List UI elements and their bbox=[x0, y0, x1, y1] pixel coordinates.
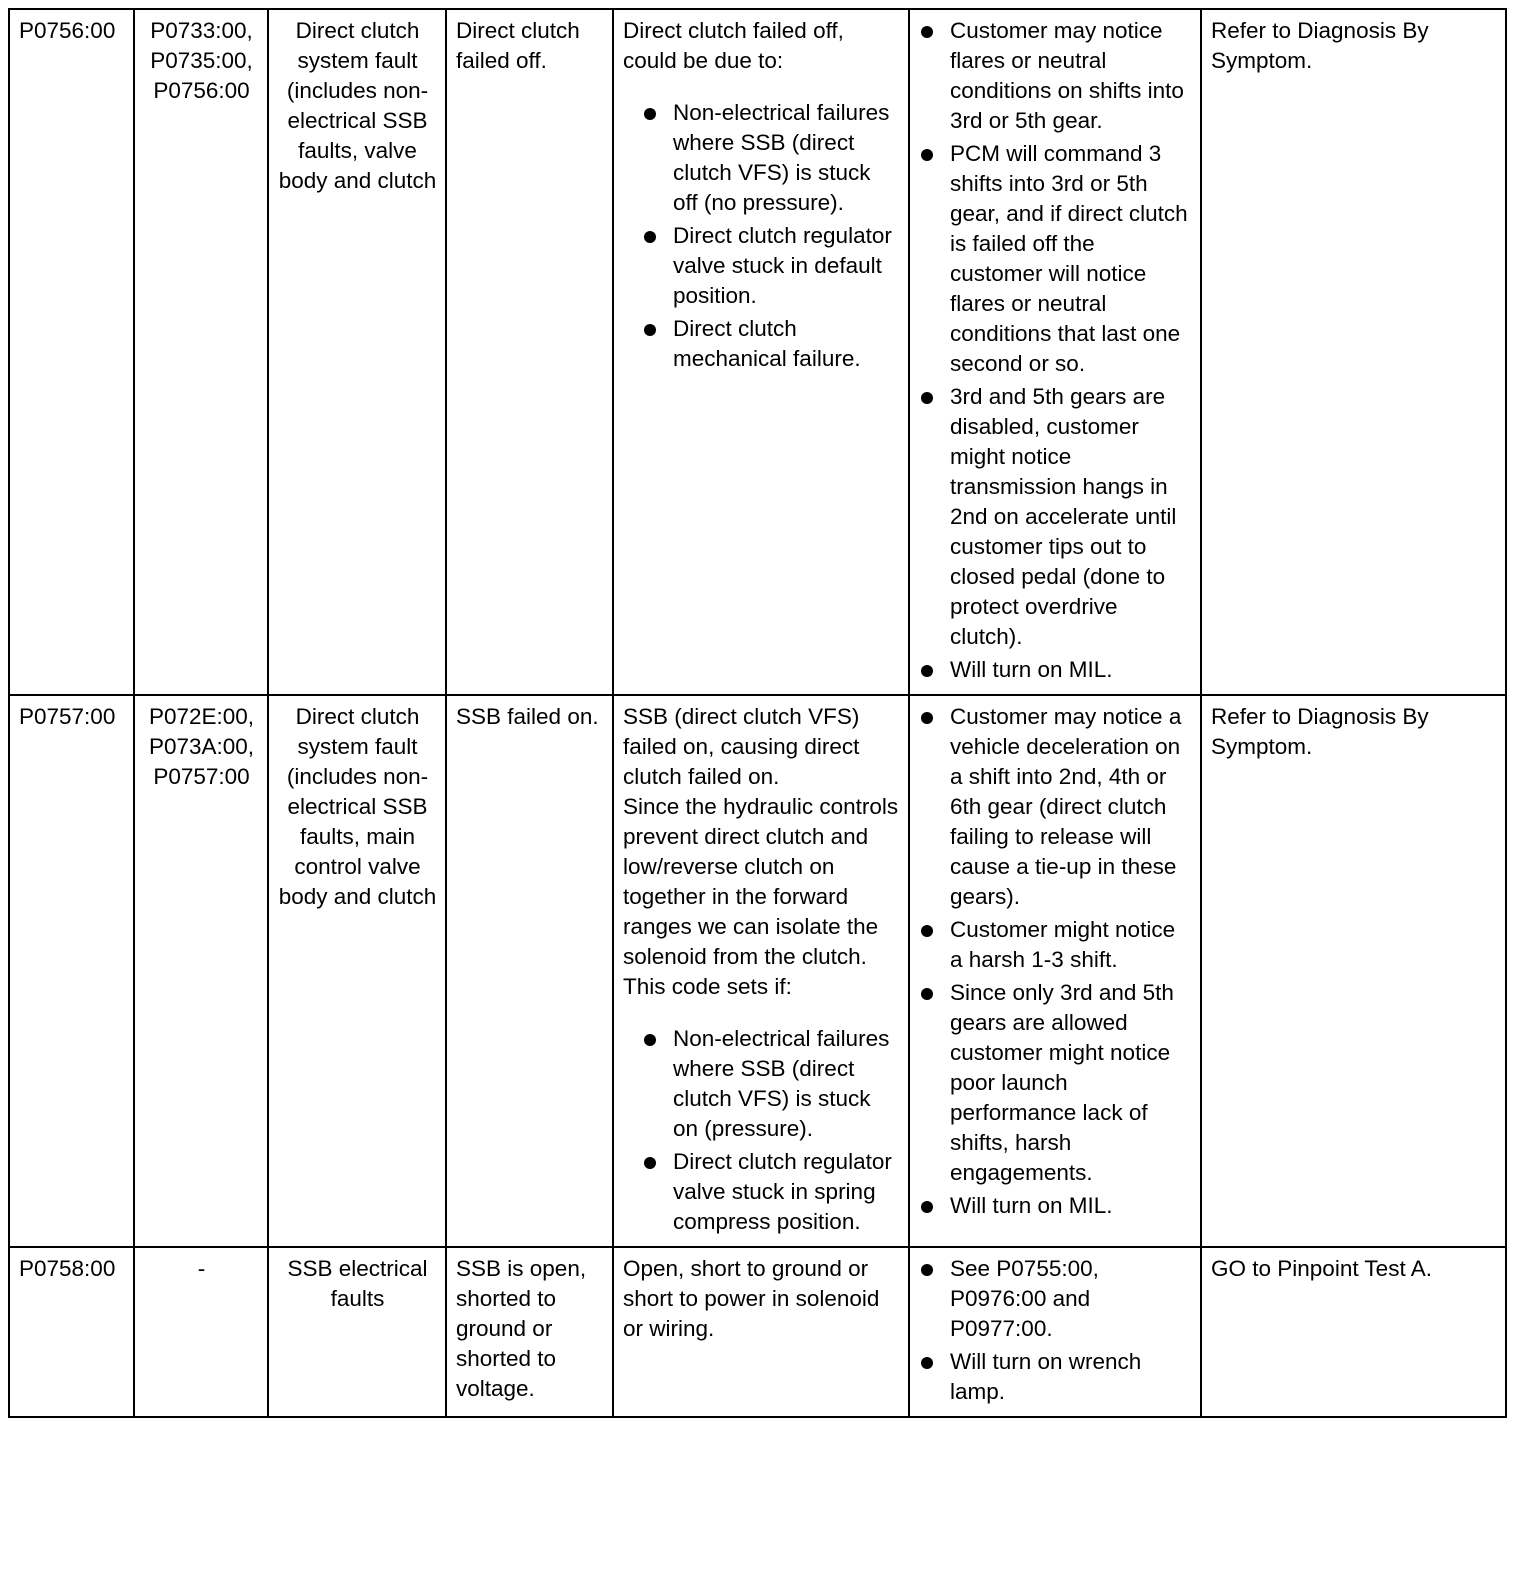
related-dtc-cell bbox=[134, 1247, 268, 1417]
list-item: Customer may notice a vehicle deceleration on a shift into 2nd, 4th or 6th gear (direct clutch failing to release will cause a tie-up in these gears). bbox=[919, 702, 1192, 912]
list-item: Will turn on MIL. bbox=[919, 655, 1192, 685]
list-item: Non-electrical failures where SSB (direct clutch VFS) is stuck off (no pressure). bbox=[642, 98, 900, 218]
list-item: Since only 3rd and 5th gears are allowed customer might notice poor launch performance lack of shifts, harsh engagements. bbox=[919, 978, 1192, 1188]
list-item: Direct clutch regulator valve stuck in default position. bbox=[642, 221, 900, 311]
symptom-cell bbox=[909, 1247, 1201, 1417]
table-row bbox=[9, 695, 1506, 1247]
action-cell: Refer to Diagnosis By Symptom. bbox=[1201, 9, 1506, 695]
symptom-list bbox=[919, 702, 1192, 1221]
cause-text: This code sets if: bbox=[623, 974, 792, 999]
related-dtc-cell bbox=[134, 695, 268, 1247]
related-dtc: P0756:00 bbox=[153, 78, 250, 103]
list-item: Customer may notice flares or neutral conditions on shifts into 3rd or 5th gear. bbox=[919, 16, 1192, 136]
cause-cell bbox=[613, 695, 909, 1247]
cause-text: SSB (direct clutch VFS) failed on, causing direct clutch failed on. bbox=[623, 704, 860, 789]
cause-cell bbox=[613, 1247, 909, 1417]
cause-text: Since the hydraulic controls prevent direct clutch and low/reverse clutch on together in the forward ranges we can isolate the solenoid from the clutch. bbox=[623, 794, 899, 969]
table-row bbox=[9, 9, 1506, 695]
list-item: Non-electrical failures where SSB (direct clutch VFS) is stuck on (pressure). bbox=[642, 1024, 900, 1144]
cause-list bbox=[623, 98, 900, 374]
cause-text: Direct clutch failed off, could be due to: bbox=[623, 18, 844, 73]
related-dtc: P0757:00 bbox=[153, 764, 250, 789]
symptom-cell bbox=[909, 9, 1201, 695]
system-cell: Direct clutch system fault (includes non-electrical SSB faults, valve body and clutch bbox=[268, 9, 446, 695]
list-item: Direct clutch regulator valve stuck in spring compress position. bbox=[642, 1147, 900, 1237]
failure-cell: SSB is open, shorted to ground or shorted to voltage. bbox=[446, 1247, 613, 1417]
failure-cell: SSB failed on. bbox=[446, 695, 613, 1247]
symptom-list bbox=[919, 1254, 1192, 1407]
related-dtc-cell bbox=[134, 9, 268, 695]
related-dtc: P0735:00, bbox=[150, 48, 253, 73]
symptom-cell bbox=[909, 695, 1201, 1247]
related-dtc: P072E:00, bbox=[148, 704, 255, 729]
action-cell: Refer to Diagnosis By Symptom. bbox=[1201, 695, 1506, 1247]
system-cell: SSB electrical faults bbox=[268, 1247, 446, 1417]
list-item: 3rd and 5th gears are disabled, customer might notice transmission hangs in 2nd on accelerate until customer tips out to closed pedal (done to protect overdrive clutch). bbox=[919, 382, 1192, 652]
cause-cell bbox=[613, 9, 909, 695]
system-cell: Direct clutch system fault (includes non-electrical SSB faults, main control valve body and clutch bbox=[268, 695, 446, 1247]
dtc-cell: P0758:00 bbox=[9, 1247, 134, 1417]
failure-cell: Direct clutch failed off. bbox=[446, 9, 613, 695]
list-item: PCM will command 3 shifts into 3rd or 5th gear, and if direct clutch is failed off the customer will notice flares or neutral conditions that last one second or so. bbox=[919, 139, 1192, 379]
dtc-cell: P0756:00 bbox=[9, 9, 134, 695]
dtc-cell: P0757:00 bbox=[9, 695, 134, 1247]
symptom-list bbox=[919, 16, 1192, 685]
list-item: Will turn on MIL. bbox=[919, 1191, 1192, 1221]
list-item: Direct clutch mechanical failure. bbox=[642, 314, 900, 374]
list-item: Will turn on wrench lamp. bbox=[919, 1347, 1192, 1407]
table-row bbox=[9, 1247, 1506, 1417]
diagnostic-table bbox=[8, 8, 1507, 1418]
related-dtc: P073A:00, bbox=[148, 734, 255, 759]
list-item: See P0755:00, P0976:00 and P0977:00. bbox=[919, 1254, 1192, 1344]
related-dtc: - bbox=[197, 1256, 206, 1281]
list-item: Customer might notice a harsh 1-3 shift. bbox=[919, 915, 1192, 975]
cause-text: Open, short to ground or short to power in solenoid or wiring. bbox=[623, 1256, 880, 1341]
related-dtc: P0733:00, bbox=[150, 18, 253, 43]
cause-list bbox=[623, 1024, 900, 1237]
action-cell: GO to Pinpoint Test A. bbox=[1201, 1247, 1506, 1417]
